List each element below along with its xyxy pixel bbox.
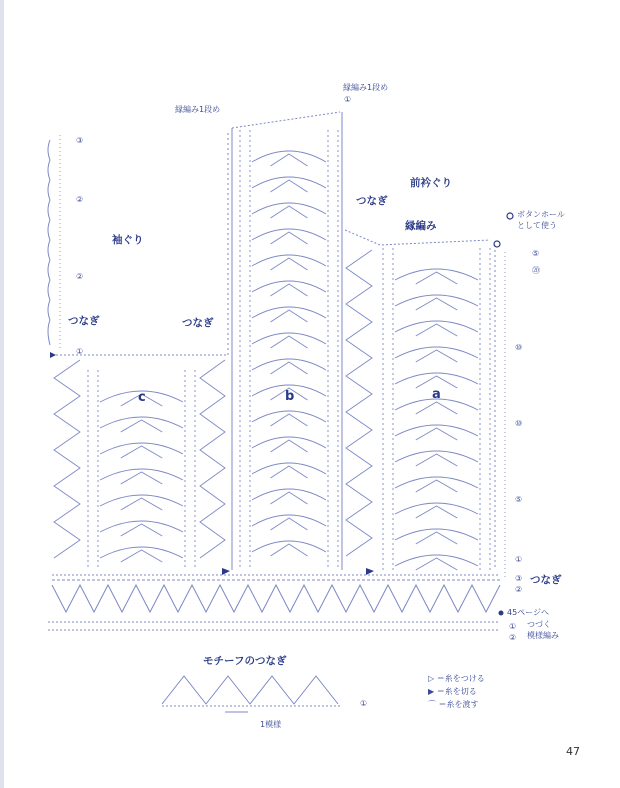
- lace-arc: [252, 437, 326, 448]
- lace-fan: [416, 532, 458, 544]
- join-center-label: つなぎ: [182, 317, 214, 329]
- side-zigzag: [54, 360, 80, 558]
- row-number-ticks: [60, 135, 505, 580]
- buttonhole-legend-marker: [507, 213, 513, 219]
- lace-fan: [121, 472, 163, 484]
- page-edge: [0, 0, 4, 788]
- lace-arc: [100, 469, 183, 480]
- lace-arc: [252, 177, 326, 188]
- continue-marker: [499, 611, 504, 616]
- lace-arc: [252, 515, 326, 526]
- lace-arc: [395, 529, 478, 540]
- lace-arc: [395, 425, 478, 436]
- legend-cut-text: ＝糸を切る: [436, 687, 477, 696]
- lace-arc: [100, 547, 183, 558]
- lace-arc: [100, 417, 183, 428]
- front-neckline-label: 前衿ぐり: [410, 177, 452, 189]
- sleeve-opening-label: 袖ぐり: [112, 234, 144, 246]
- lace-fan: [271, 206, 308, 218]
- motif-b-label: b: [285, 389, 295, 404]
- lace-arc: [252, 229, 326, 240]
- join-bottom-label: つなぎ: [530, 574, 562, 586]
- lace-fan: [271, 492, 308, 504]
- lace-arc: [252, 359, 326, 370]
- lace-arc: [252, 541, 326, 552]
- lace-arc: [252, 151, 326, 162]
- lace-fan: [271, 180, 308, 192]
- lace-fan: [121, 446, 163, 458]
- row-number-top-border: ①: [344, 95, 352, 104]
- continue-label-1: つづく: [527, 620, 551, 629]
- legend-attach: [428, 673, 485, 684]
- bottom-zigzag: [52, 585, 500, 612]
- lace-fan: [271, 466, 308, 478]
- lace-arc: [252, 333, 326, 344]
- lace-fan: [121, 550, 163, 562]
- lace-fan: [271, 284, 308, 296]
- lace-fan: [271, 154, 308, 166]
- lace-arc: [252, 281, 326, 292]
- row-number-left-4: ①: [76, 347, 84, 356]
- lace-fan: [416, 298, 458, 310]
- legend-pass: [428, 699, 479, 710]
- buttonhole-marker: [494, 241, 500, 247]
- legend-attach-text: ＝糸をつける: [436, 674, 485, 683]
- lace-fan: [121, 498, 163, 510]
- lace-arc: [252, 203, 326, 214]
- lace-fan: [271, 544, 308, 556]
- lace-arc: [252, 463, 326, 474]
- motif-a-label: a: [432, 387, 441, 402]
- border-row1-left-label: 縁編み1段め: [175, 105, 221, 114]
- row-number-left-2: ②: [76, 195, 84, 204]
- lace-arc: [395, 477, 478, 488]
- continue-page-label: 45ページへ: [507, 608, 550, 617]
- border-row1-right-label: 縁編み1段め: [343, 83, 389, 92]
- row-number-join-1: ①: [360, 699, 368, 708]
- lace-fan: [271, 440, 308, 452]
- lace-arc: [395, 347, 478, 358]
- legend-cut: [428, 686, 477, 697]
- motif-join-diagram: [162, 676, 340, 712]
- lace-arc: [252, 307, 326, 318]
- one-repeat-label: 1模様: [260, 720, 282, 729]
- lace-fan: [271, 336, 308, 348]
- lace-arc: [395, 503, 478, 514]
- join-zigzag: [162, 676, 338, 704]
- row-number-right-5: ⑤: [515, 495, 523, 504]
- row-number-right-6: ①: [515, 555, 523, 564]
- lace-arc: [252, 489, 326, 500]
- border-knit-label: 縁編み: [405, 220, 437, 232]
- row-number-right-1: ⑤: [532, 249, 540, 258]
- motif-join-title: モチーフのつなぎ: [203, 655, 287, 667]
- cut-yarn-icon: ▶: [428, 687, 435, 696]
- join-left-label: つなぎ: [68, 315, 100, 327]
- lace-fan: [416, 272, 458, 284]
- buttonhole-label-1: ボタンホール: [517, 210, 565, 219]
- lace-fan: [271, 518, 308, 530]
- lace-fan: [416, 402, 458, 414]
- lace-fan: [121, 524, 163, 536]
- lace-arc: [395, 269, 478, 280]
- continue-label-2: 模様編み: [527, 631, 559, 640]
- lace-fan: [416, 324, 458, 336]
- row-number-left-3: ②: [76, 272, 84, 281]
- cut-yarn-mark-1: [222, 568, 230, 575]
- lace-arc: [100, 521, 183, 532]
- attach-yarn-icon: ▷: [428, 674, 435, 683]
- lace-fan: [416, 428, 458, 440]
- row-number-bottom-1: ③: [515, 574, 523, 583]
- lace-arc: [395, 321, 478, 332]
- motif-c-label: c: [138, 390, 146, 405]
- legend-pass-text: ＝糸を渡す: [438, 700, 479, 709]
- lace-arc: [100, 443, 183, 454]
- lace-arc: [395, 555, 478, 566]
- lace-fan: [416, 350, 458, 362]
- lace-arc: [252, 411, 326, 422]
- lace-fan: [416, 506, 458, 518]
- cut-yarn-mark-3: [50, 352, 56, 358]
- row-number-right-3: ⑩: [515, 343, 523, 352]
- lace-arc: [252, 255, 326, 266]
- lace-fan: [271, 310, 308, 322]
- lace-fan: [121, 420, 163, 432]
- lace-fan: [271, 414, 308, 426]
- lace-arc: [395, 451, 478, 462]
- row-number-bottom-2: ②: [515, 585, 523, 594]
- side-zigzag: [200, 360, 225, 558]
- lace-fan: [416, 480, 458, 492]
- lace-fan: [416, 454, 458, 466]
- join-right-label: つなぎ: [356, 195, 388, 207]
- pass-yarn-icon: ⌒: [428, 700, 436, 709]
- row-number-right-4: ⑩: [515, 419, 523, 428]
- lace-arc: [395, 373, 478, 384]
- row-number-bottom-3: ①: [509, 622, 517, 631]
- buttonhole-label-2: として使う: [517, 221, 557, 230]
- lace-arc: [395, 295, 478, 306]
- bottom-border: [48, 575, 500, 630]
- row-number-right-2: ⑳: [532, 266, 540, 275]
- lace-fan: [271, 232, 308, 244]
- side-zigzag: [346, 250, 372, 556]
- row-number-bottom-4: ②: [509, 633, 517, 642]
- page-number: 47: [566, 745, 580, 758]
- lace-arc: [100, 495, 183, 506]
- center-panel-outline: [232, 112, 495, 570]
- lace-fan: [416, 558, 458, 570]
- lace-fan: [271, 258, 308, 270]
- cut-yarn-mark-2: [366, 568, 374, 575]
- row-number-left-1: ③: [76, 136, 84, 145]
- lace-fan: [271, 362, 308, 374]
- motif-columns: [54, 130, 490, 570]
